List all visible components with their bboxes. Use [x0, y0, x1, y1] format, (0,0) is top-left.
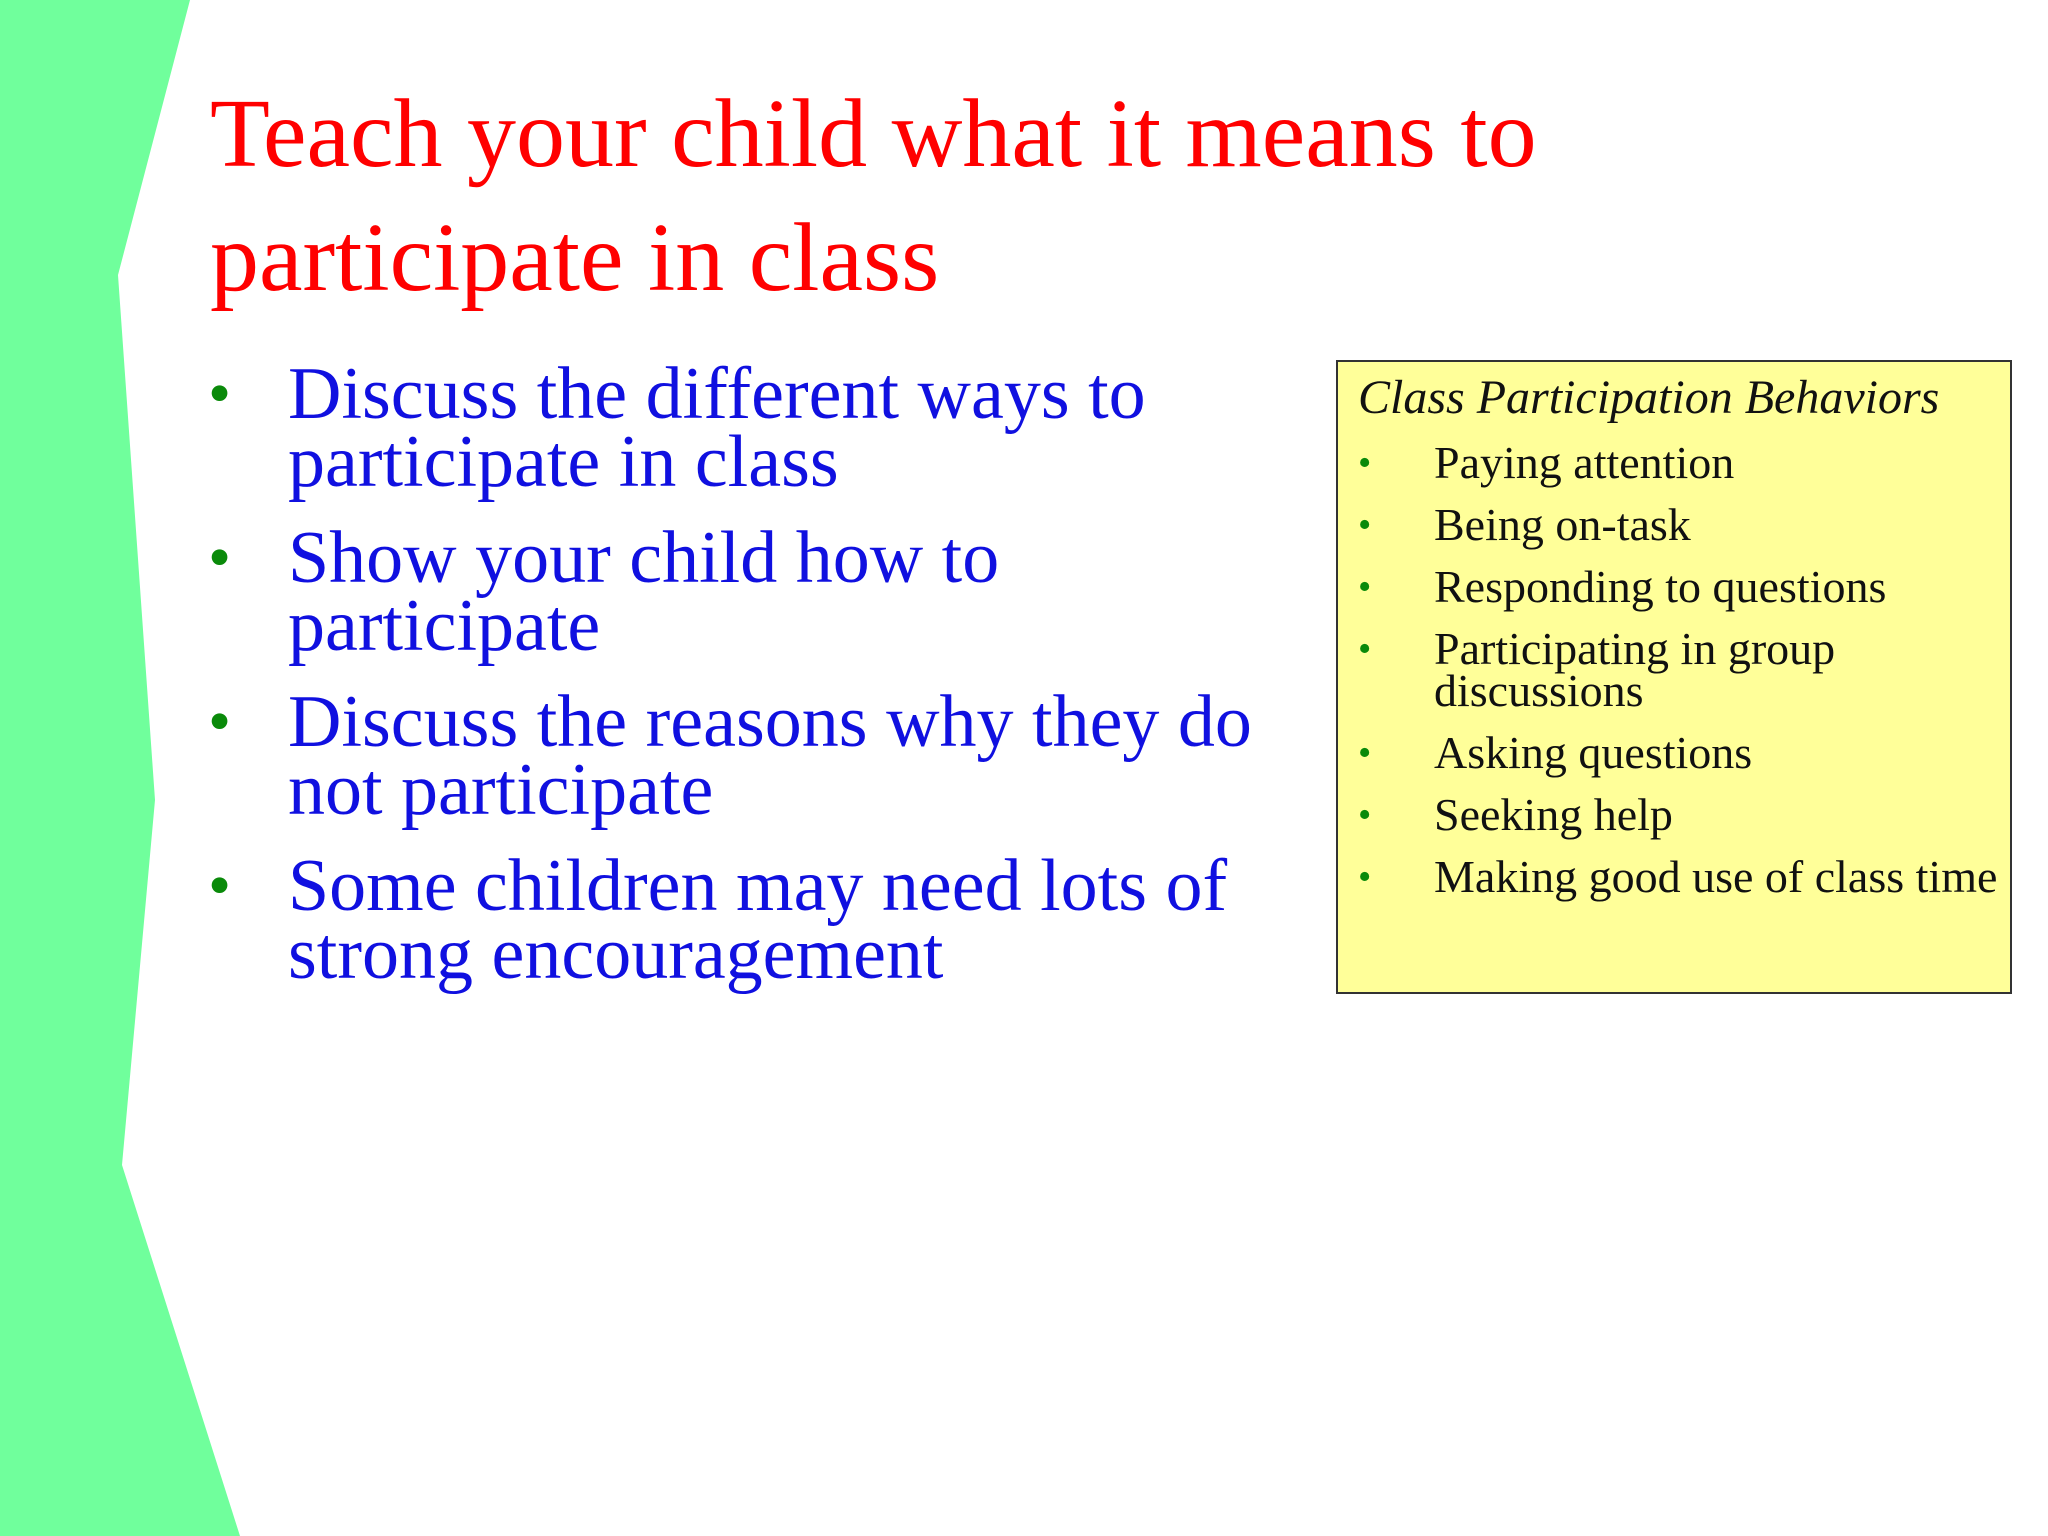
behavior-item	[1358, 851, 2010, 902]
main-bullet-item	[208, 517, 1258, 667]
behavior-text: Paying attention	[1434, 437, 1735, 488]
behavior-text: Being on-task	[1434, 499, 1691, 550]
box-title: Class Participation Behaviors	[1358, 371, 1940, 424]
behavior-text: Responding to questions	[1434, 561, 1887, 612]
main-bullet-item	[208, 845, 1258, 995]
behavior-text: Making good use of class time	[1434, 851, 1998, 902]
bullet-dot-icon: •	[1358, 566, 1372, 608]
bullet-dot-icon: •	[1358, 504, 1372, 546]
bullet-dot-icon: •	[208, 685, 232, 758]
main-bullet-list	[208, 353, 1258, 1016]
main-bullet-text: Discuss the different ways to participate in class	[288, 353, 1146, 503]
behavior-text: Seeking help	[1434, 789, 1673, 840]
slide-title: Teach your child what it means to participate in class	[210, 80, 1537, 312]
main-bullet-text: Show your child how to participate	[288, 517, 1000, 667]
behavior-text: Participating in group discussions	[1434, 623, 1836, 716]
participation-behaviors-box	[1336, 360, 2012, 994]
main-bullet-item	[208, 681, 1258, 831]
bullet-dot-icon: •	[1358, 856, 1372, 898]
bullet-dot-icon: •	[208, 521, 232, 594]
bullet-dot-icon: •	[1358, 442, 1372, 484]
behavior-item	[1358, 623, 2010, 716]
bullet-dot-icon: •	[1358, 732, 1372, 774]
bullet-dot-icon: •	[208, 357, 232, 430]
behavior-text: Asking questions	[1434, 727, 1753, 778]
behavior-item	[1358, 437, 2010, 488]
main-bullet-text: Discuss the reasons why they do not participate	[288, 681, 1252, 831]
behavior-item	[1358, 789, 2010, 840]
behavior-list	[1358, 437, 2010, 902]
bullet-dot-icon: •	[1358, 794, 1372, 836]
bullet-dot-icon: •	[1358, 628, 1372, 670]
main-bullet-text: Some children may need lots of strong encouragement	[288, 845, 1228, 995]
behavior-item	[1358, 727, 2010, 778]
main-bullet-item	[208, 353, 1258, 503]
behavior-item	[1358, 499, 2010, 550]
bullet-dot-icon: •	[208, 849, 232, 922]
green-band-shape	[0, 0, 240, 1536]
behavior-item	[1358, 561, 2010, 612]
